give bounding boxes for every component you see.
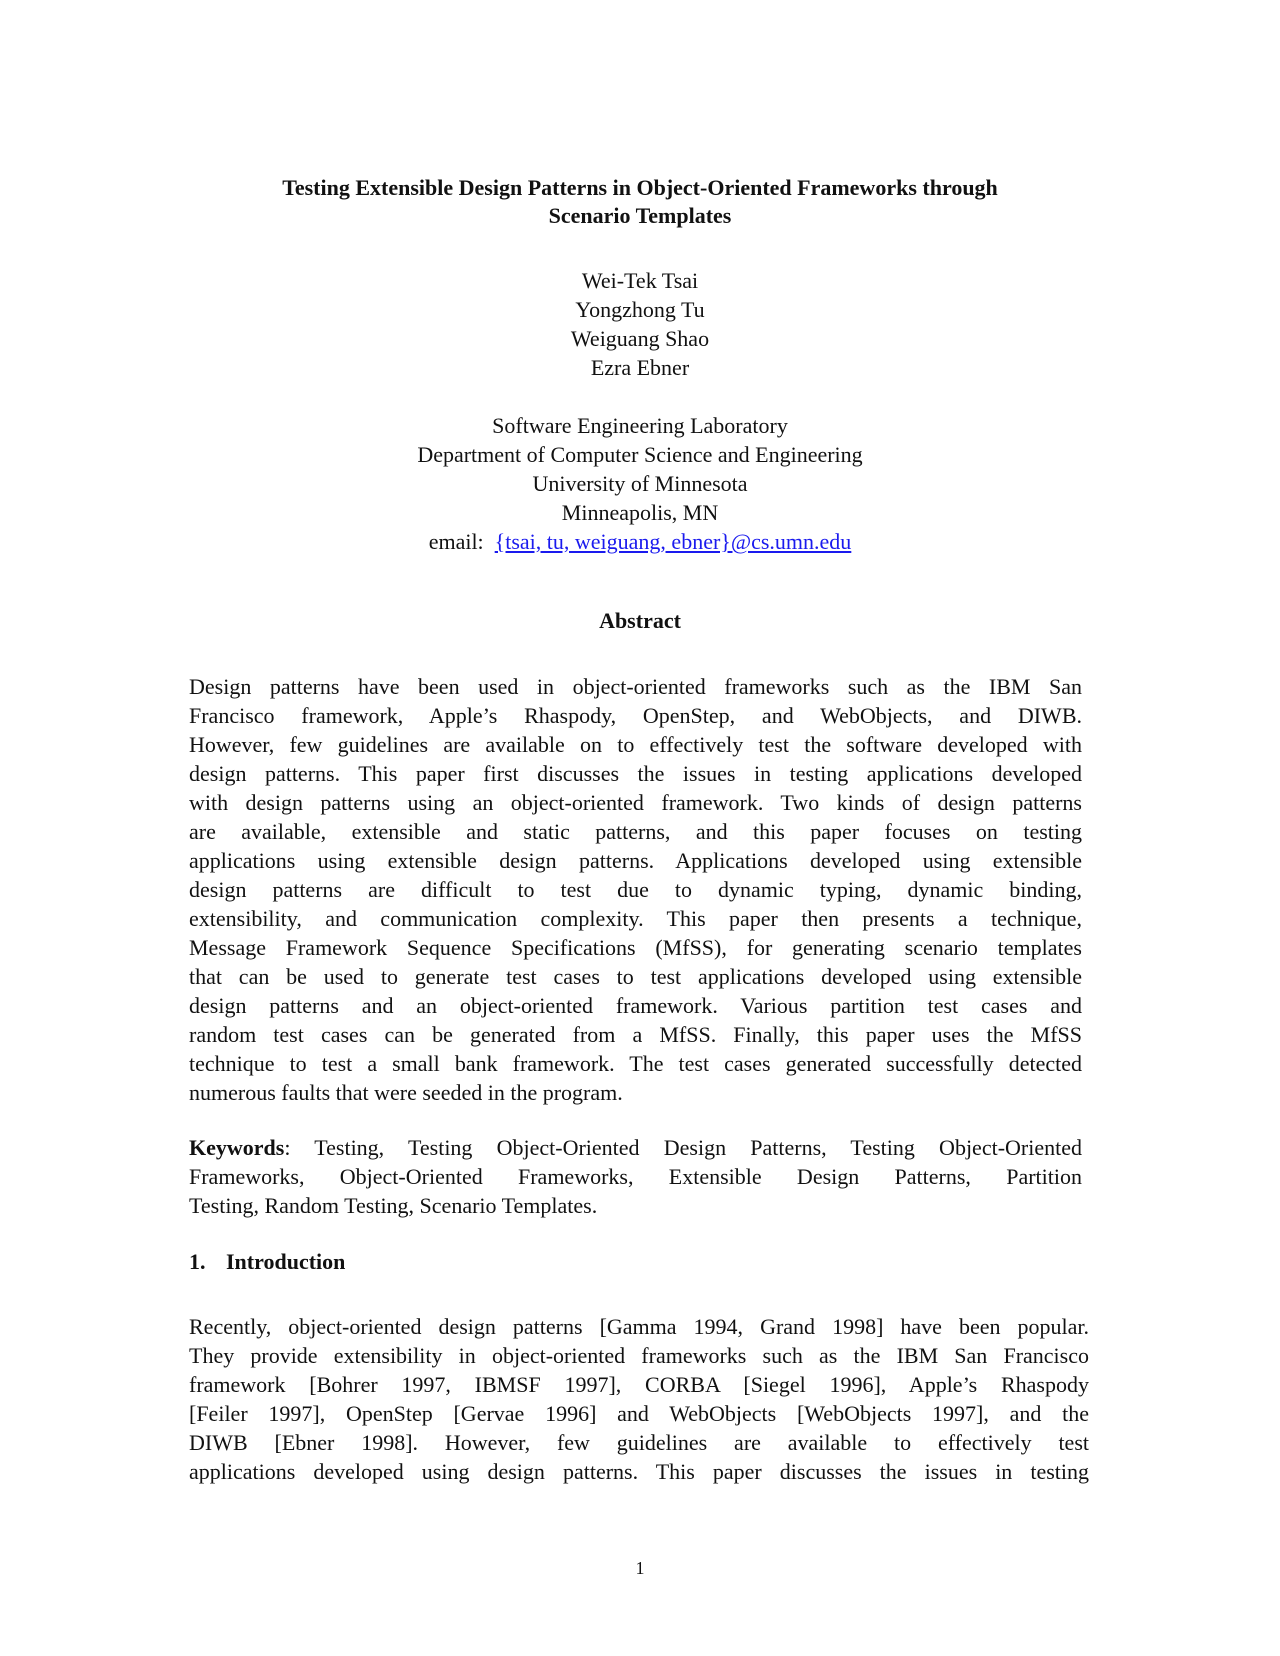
page-number: 1	[635, 1558, 645, 1578]
abstract-line: Message Framework Sequence Specifications (MfSS), for generating scenario templates	[189, 935, 1082, 960]
email-label: email:	[428, 529, 484, 554]
affiliation-block	[0, 411, 1280, 556]
paper-title	[0, 174, 1280, 230]
introduction-body	[189, 1312, 1089, 1486]
keywords-text: : Testing, Testing Object-Oriented Design Patterns, Testing Object-Oriented	[284, 1135, 1082, 1160]
keywords-line: Testing, Random Testing, Scenario Templates.	[189, 1193, 598, 1218]
keywords-line: Frameworks, Object-Oriented Frameworks, Extensible Design Patterns, Partition	[189, 1164, 1082, 1189]
keywords-line	[189, 1133, 1082, 1162]
author-name: Wei-Tek Tsai	[581, 268, 699, 293]
abstract-line: design patterns. This paper first discusses the issues in testing applications developed	[189, 761, 1082, 786]
abstract-line: design patterns are difficult to test due to dynamic typing, dynamic binding,	[189, 877, 1082, 902]
abstract-line: that can be used to generate test cases to test applications developed using extensible	[189, 964, 1082, 989]
abstract-line: numerous faults that were seeded in the program.	[189, 1080, 623, 1105]
email-link[interactable]: {tsai, tu, weiguang, ebner}@cs.umn.edu	[494, 529, 852, 554]
abstract-line: extensibility, and communication complexity. This paper then presents a technique,	[189, 906, 1082, 931]
affiliation-line: Software Engineering Laboratory	[492, 413, 788, 438]
keywords-label: Keywords	[189, 1135, 285, 1160]
section-number: 1.	[189, 1249, 206, 1274]
author-name: Ezra Ebner	[590, 355, 690, 380]
abstract-line: applications using extensible design patterns. Applications developed using extensible	[189, 848, 1082, 873]
abstract-line: Francisco framework, Apple’s Rhaspody, OpenStep, and WebObjects, and DIWB.	[189, 703, 1082, 728]
intro-line: DIWB [Ebner 1998]. However, few guidelines are available to effectively test	[189, 1430, 1089, 1455]
abstract-line: technique to test a small bank framework. The test cases generated successfully detected	[189, 1051, 1082, 1076]
intro-line: applications developed using design patterns. This paper discusses the issues in testing	[189, 1459, 1089, 1484]
affiliation-line: Department of Computer Science and Engineering	[417, 442, 863, 467]
abstract-line: design patterns and an object-oriented framework. Various partition test cases and	[189, 993, 1082, 1018]
abstract-body	[189, 672, 1082, 1107]
abstract-line: are available, extensible and static patterns, and this paper focuses on testing	[189, 819, 1082, 844]
intro-line: Recently, object-oriented design patterns [Gamma 1994, Grand 1998] have been popular.	[189, 1314, 1089, 1339]
abstract-line: However, few guidelines are available on to effectively test the software developed with	[189, 732, 1082, 757]
author-name: Yongzhong Tu	[575, 297, 705, 322]
author-list	[0, 266, 1280, 382]
abstract-line: Design patterns have been used in object-oriented frameworks such as the IBM San	[189, 674, 1082, 699]
keywords-block	[189, 1133, 1082, 1220]
intro-line: framework [Bohrer 1997, IBMSF 1997], CORBA [Siegel 1996], Apple’s Rhaspody	[189, 1372, 1089, 1397]
intro-line: [Feiler 1997], OpenStep [Gervae 1996] and WebObjects [WebObjects 1997], and the	[189, 1401, 1089, 1426]
section-title: Introduction	[226, 1249, 346, 1274]
abstract-line: with design patterns using an object-oriented framework. Two kinds of design patterns	[189, 790, 1082, 815]
affiliation-line: Minneapolis, MN	[561, 500, 719, 525]
abstract-line: random test cases can be generated from a MfSS. Finally, this paper uses the MfSS	[189, 1022, 1082, 1047]
author-name: Weiguang Shao	[570, 326, 710, 351]
intro-line: They provide extensibility in object-oriented frameworks such as the IBM San Francisco	[189, 1343, 1089, 1368]
affiliation-line: University of Minnesota	[532, 471, 748, 496]
section-heading-introduction	[189, 1248, 345, 1276]
abstract-heading: Abstract	[599, 608, 681, 633]
title-line: Scenario Templates	[548, 203, 732, 228]
title-line: Testing Extensible Design Patterns in Object-Oriented Frameworks through	[282, 175, 998, 200]
email-line	[0, 527, 1280, 556]
